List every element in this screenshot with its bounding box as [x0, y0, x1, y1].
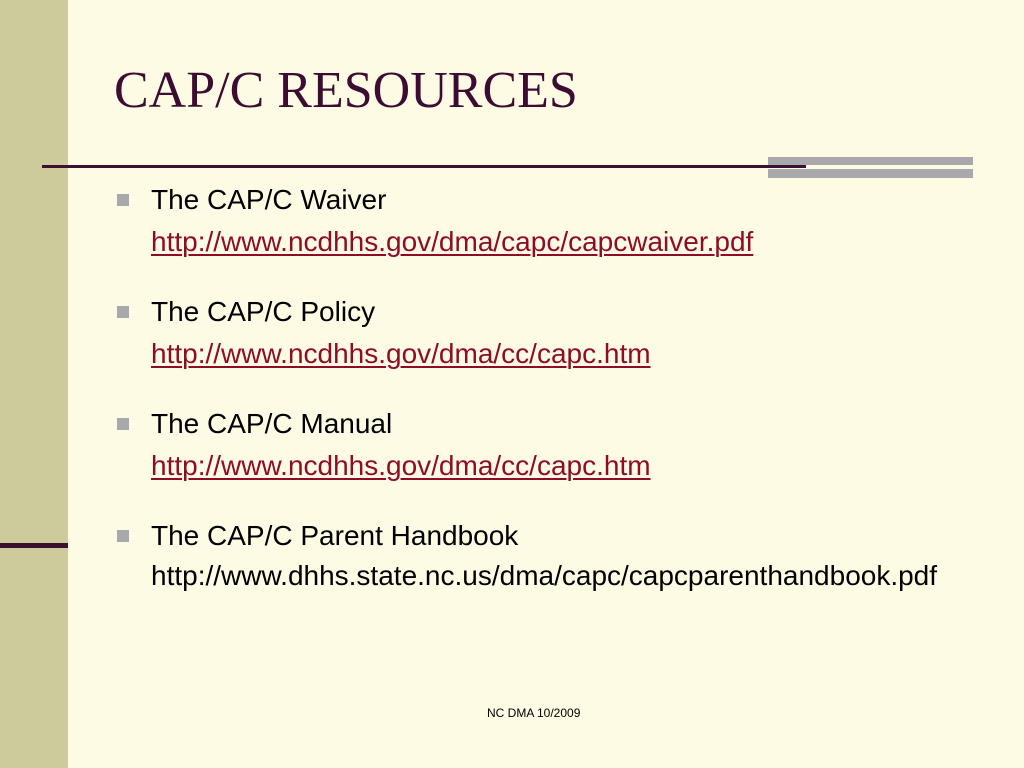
policy-link[interactable]: http://www.ncdhhs.gov/dma/cc/capc.htm	[151, 338, 651, 369]
list-item-parent-handbook	[114, 518, 994, 592]
left-accent-bar	[0, 543, 68, 548]
manual-link[interactable]: http://www.ncdhhs.gov/dma/cc/capc.htm	[151, 450, 651, 481]
item-label: The CAP/C Manual	[151, 408, 393, 439]
left-decorative-band	[0, 0, 68, 768]
title-underline-rule	[42, 165, 806, 168]
square-bullet-icon	[117, 418, 129, 430]
parent-handbook-url-text: http://www.dhhs.state.nc.us/dma/capc/capcparenthandbook.pdf	[151, 560, 938, 591]
item-label: The CAP/C Parent Handbook	[151, 520, 519, 551]
list-item-manual	[114, 406, 994, 484]
slide-title: CAP/C RESOURCES	[114, 62, 578, 119]
corner-decoration-bar-bottom	[768, 169, 973, 178]
corner-decoration-bar-top	[768, 157, 973, 165]
item-label: The CAP/C Policy	[151, 296, 376, 327]
square-bullet-icon	[117, 194, 129, 206]
item-label: The CAP/C Waiver	[151, 184, 387, 215]
waiver-link[interactable]: http://www.ncdhhs.gov/dma/capc/capcwaiver.pdf	[151, 226, 754, 257]
square-bullet-icon	[117, 530, 129, 542]
square-bullet-icon	[117, 306, 129, 318]
list-item-policy	[114, 294, 994, 372]
list-item-waiver	[114, 182, 994, 260]
slide-footer: NC DMA 10/2009	[487, 706, 581, 720]
bullet-list	[114, 182, 994, 626]
